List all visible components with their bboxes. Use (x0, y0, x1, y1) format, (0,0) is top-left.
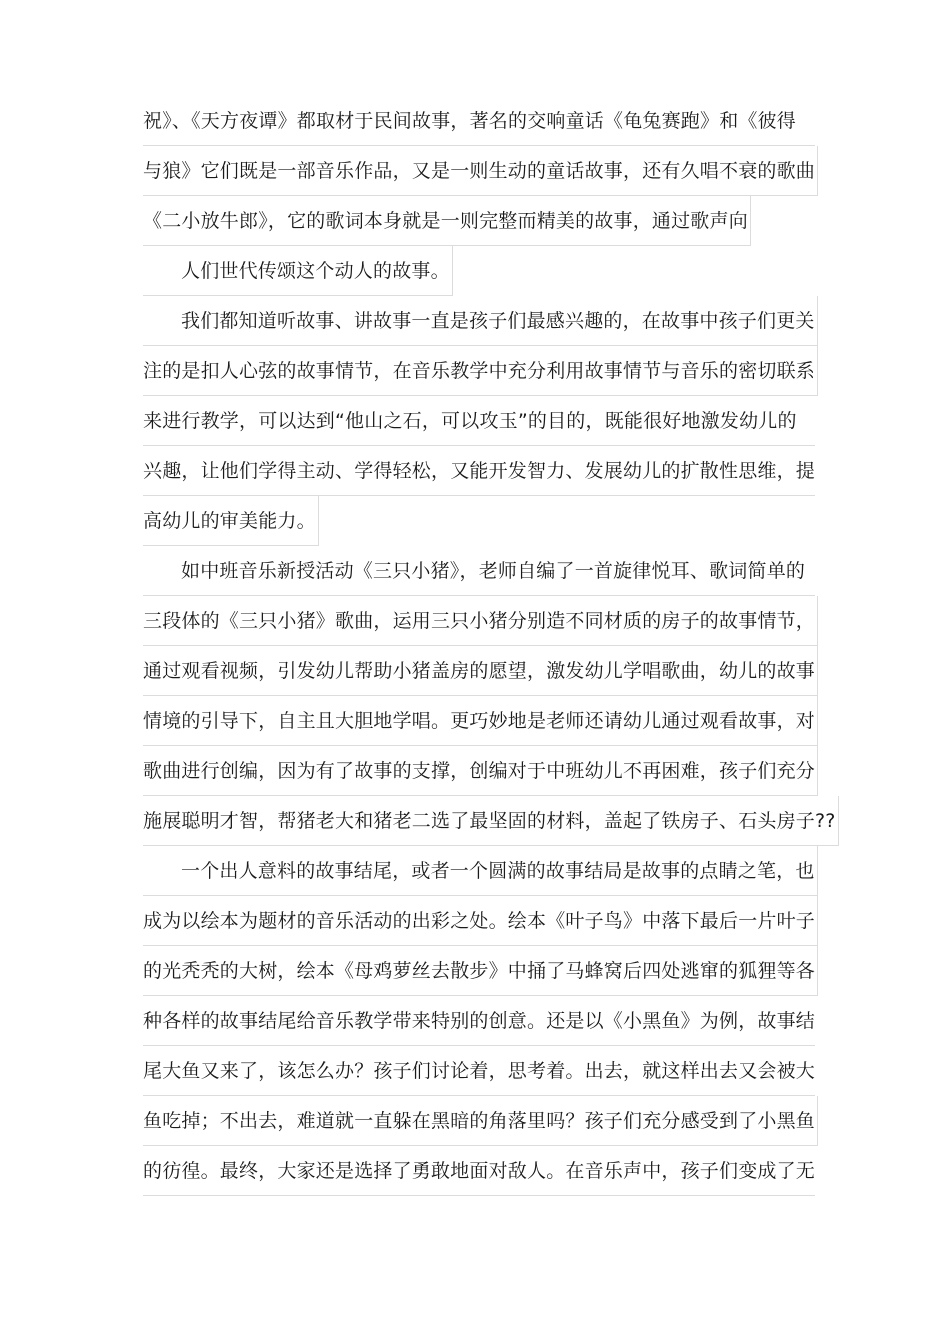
text-line: 注的是扣人心弦的故事情节，在音乐教学中充分利用故事情节与音乐的密切联系 (143, 346, 818, 396)
text-line: 来进行教学，可以达到“他山之石，可以攻玉”的目的，既能很好地激发幼儿的 (143, 396, 815, 446)
text-line: 的光秃秃的大树，绘本《母鸡萝丝去散步》中捅了马蜂窝后四处逃窜的狐狸等各 (143, 946, 818, 996)
text-line: 的彷徨。最终，大家还是选择了勇敢地面对敌人。在音乐声中，孩子们变成了无 (143, 1146, 815, 1196)
text-line: 三段体的《三只小猪》歌曲，运用三只小猪分别造不同材质的房子的故事情节， (143, 596, 818, 646)
text-line: 歌曲进行创编，因为有了故事的支撑，创编对于中班幼儿不再困难，孩子们充分 (143, 746, 818, 796)
text-line: 如中班音乐新授活动《三只小猪》，老师自编了一首旋律悦耳、歌词简单的 (143, 546, 815, 596)
text-line: 尾大鱼又来了，该怎么办？孩子们讨论着，思考着。出去，就这样出去又会被大 (143, 1046, 815, 1096)
text-line: 人们世代传颂这个动人的故事。 (143, 246, 453, 296)
text-line: 我们都知道听故事、讲故事一直是孩子们最感兴趣的，在故事中孩子们更关 (143, 296, 818, 346)
text-line: 施展聪明才智，帮猪老大和猪老二选了最坚固的材料，盖起了铁房子、石头房子?? (143, 796, 839, 846)
text-line: 种各样的故事结尾给音乐教学带来特别的创意。还是以《小黑鱼》为例，故事结 (143, 996, 815, 1046)
text-line: 高幼儿的审美能力。 (143, 496, 319, 546)
text-line: 兴趣，让他们学得主动、学得轻松，又能开发智力、发展幼儿的扩散性思维，提 (143, 446, 815, 496)
text-line: 成为以绘本为题材的音乐活动的出彩之处。绘本《叶子鸟》中落下最后一片叶子 (143, 896, 818, 946)
text-line: 情境的引导下，自主且大胆地学唱。更巧妙地是老师还请幼儿通过观看故事，对 (143, 696, 818, 746)
text-line: 鱼吃掉；不出去，难道就一直躲在黑暗的角落里吗？孩子们充分感受到了小黑鱼 (143, 1096, 818, 1146)
text-line: 一个出人意料的故事结尾，或者一个圆满的故事结局是故事的点睛之笔，也 (143, 846, 818, 896)
text-line: 祝》、《天方夜谭》都取材于民间故事，著名的交响童话《龟兔赛跑》和《彼得 (143, 96, 815, 146)
text-line: 《二小放牛郎》，它的歌词本身就是一则完整而精美的故事，通过歌声向 (143, 196, 751, 246)
text-line: 与狼》它们既是一部音乐作品，又是一则生动的童话故事，还有久唱不衰的歌曲 (143, 146, 818, 196)
text-line: 通过观看视频，引发幼儿帮助小猪盖房的愿望，激发幼儿学唱歌曲，幼儿的故事 (143, 646, 818, 696)
